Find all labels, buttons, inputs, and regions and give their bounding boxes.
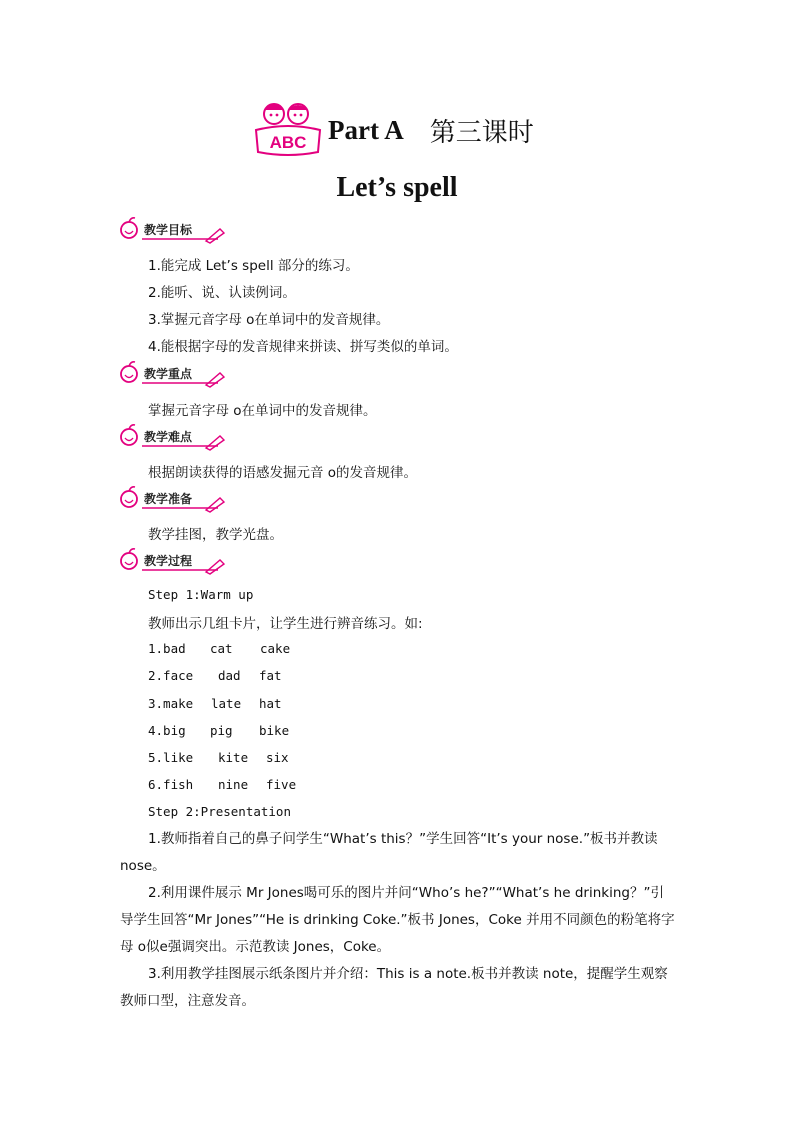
part-title: Part A <box>328 114 404 145</box>
svg-text:教学目标: 教学目标 <box>144 223 193 237</box>
section-heading-preparation <box>118 486 230 512</box>
step-1-intro: 教师出示几组卡片，让学生进行辨音练习。如: <box>148 616 423 632</box>
word: six <box>266 750 289 765</box>
word: cat <box>210 641 233 656</box>
apple-icon <box>121 362 137 382</box>
section-heading-focus <box>118 361 230 387</box>
word: hat <box>259 696 282 711</box>
word: five <box>266 777 297 792</box>
goal-item-3: 3.掌握元音字母 o在单词中的发音规律。 <box>148 312 390 328</box>
word: 4.big <box>148 723 186 738</box>
goal-item-4: 4.能根据字母的发音规律来拼读、拼写类似的单词。 <box>148 339 458 355</box>
pencil-icon <box>206 229 224 243</box>
step-2-heading: Step 2:Presentation <box>148 804 291 819</box>
word: 3.make <box>148 696 194 711</box>
pencil-icon <box>206 373 224 387</box>
pencil-icon <box>206 436 224 450</box>
difficulty-text: 根据朗读获得的语感发掘元音 o的发音规律。 <box>148 465 418 481</box>
pencil-icon <box>206 560 224 574</box>
svg-text:教学过程: 教学过程 <box>144 554 193 568</box>
section-heading-goals <box>118 217 230 243</box>
kids-abc-logo-icon <box>252 100 324 160</box>
word: cake <box>260 641 291 656</box>
svg-text:教学难点: 教学难点 <box>144 430 193 444</box>
word: 5.like <box>148 750 194 765</box>
section-heading-difficulty <box>118 424 230 450</box>
title-row <box>252 100 534 160</box>
presentation-paragraph-1: 1.教师指着自己的鼻子问学生“What’s this？”学生回答“It’s your nose.”板书并教读 nose。 <box>120 831 658 874</box>
step-1-heading: Step 1:Warm up <box>148 587 254 602</box>
svg-text:教学重点: 教学重点 <box>144 367 193 381</box>
svg-text:教学准备: 教学准备 <box>144 492 193 506</box>
goal-item-1: 1.能完成 Let’s spell 部分的练习。 <box>148 258 359 274</box>
apple-icon <box>121 487 137 507</box>
apple-icon <box>121 549 137 569</box>
apple-icon <box>121 218 137 238</box>
word: pig <box>210 723 233 738</box>
section-heading-process <box>118 548 230 574</box>
word: 2.face <box>148 668 194 683</box>
word: nine <box>218 777 249 792</box>
goal-item-2: 2.能听、说、认读例词。 <box>148 285 296 301</box>
presentation-paragraph-2: 2.利用课件展示 Mr Jones喝可乐的图片并问“Who’s he?”“What’s he drinking？”引导学生回答“Mr Jones”“He is drinking Coke.”板书 Jones，Coke 并用不同颜色的粉笔将字母 o似e强调突出。示范教读 Jones，Coke。 <box>120 885 675 955</box>
word: 6.fish <box>148 777 194 792</box>
svg-text:ABC: ABC <box>269 133 307 152</box>
word: bike <box>259 723 290 738</box>
word: late <box>211 696 242 711</box>
lesson-title: 第三课时 <box>429 117 534 148</box>
page-subtitle: Let’s spell <box>336 172 458 203</box>
word: kite <box>218 750 249 765</box>
presentation-paragraph-3: 3.利用教学挂图展示纸条图片并介绍：This is a note.板书并教读 note，提醒学生观察教师口型，注意发音。 <box>120 966 668 1009</box>
word: dad <box>218 668 241 683</box>
apple-icon <box>121 425 137 445</box>
word: fat <box>259 668 282 683</box>
word: 1.bad <box>148 641 186 656</box>
preparation-text: 教学挂图，教学光盘。 <box>148 527 283 543</box>
focus-text: 掌握元音字母 o在单词中的发音规律。 <box>148 403 377 419</box>
pencil-icon <box>206 498 224 512</box>
